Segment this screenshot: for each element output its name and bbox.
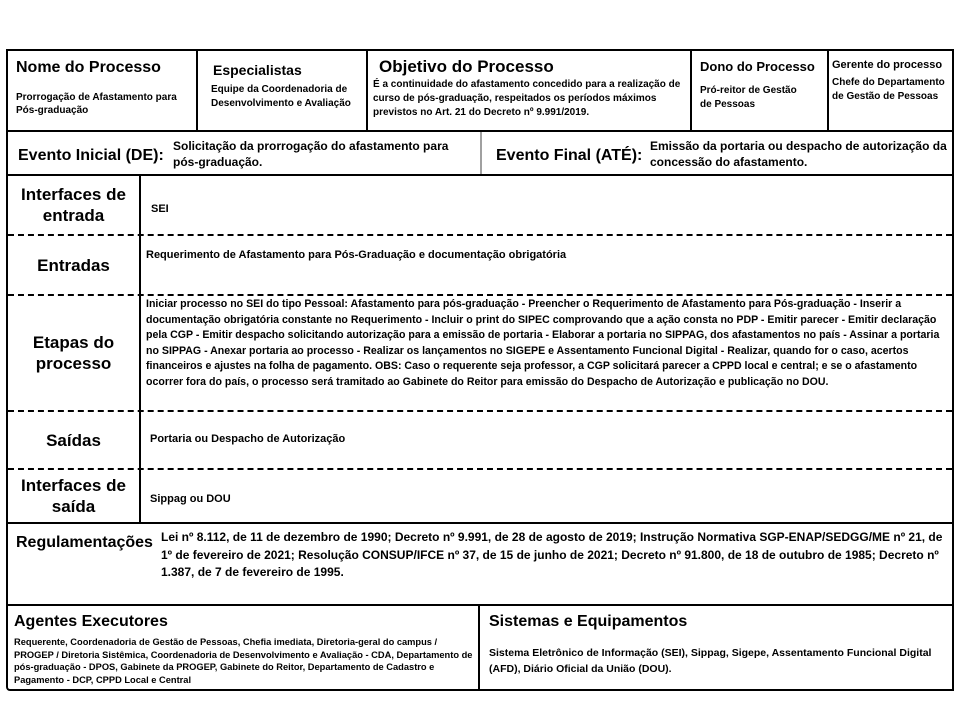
event-divider <box>480 132 482 174</box>
dono-do-processo-cell <box>690 49 829 132</box>
evento-final-label: Evento Final (ATÉ): <box>496 147 643 164</box>
row-label-etapas: Etapas do processo <box>32 333 115 373</box>
row-value-saidas: Portaria ou Despacho de Autorização <box>150 433 346 445</box>
dono-do-processo-value: Pró-reitor de Gestão de Pessoas <box>700 85 797 110</box>
especialistas-cell <box>196 49 368 132</box>
dono-do-processo-title: Dono do Processo <box>700 59 815 74</box>
regulamentacoes-value: Lei nº 8.112, de 11 de dezembro de 1990; Decreto nº 9.991, de 28 de agosto de 2019; Instrução Normativa SGP-ENAP/SEDGG/ME nº 21, de 1º de fevereiro de 2021; Resolução CONSUP/IFCE nº 37, de 15 de junho de 2021; Decreto nº 91.800, de 18 de outubro de 1985; Decreto nº 1.387, de 7 de fevereiro de 1995. <box>161 530 943 579</box>
agentes-executores-value: Requerente, Coordenadoria de Gestão de Pessoas, Chefia imediata, Diretoria-geral do campus / PROGEP / Diretoria Sistêmica, Coordenadoria de Desenvolvimento e Avaliação - CDA, Departamento de pós-graduação - DPOS, Gabinete da PROGEP, Gabinete do Reitor, Departamento de Cadastro e Pagamento - DCP, CPPD Local e Central <box>14 637 473 685</box>
sistemas-equipamentos-value: Sistema Eletrônico de Informação (SEI), Sippag, Sigepe, Assentamento Funcional Digital (AFD), Diário Oficial da União (DOU). <box>489 647 932 675</box>
main-rows-table <box>6 174 954 524</box>
gerente-do-processo-value: Chefe do Departamento de Gestão de Pessoas <box>832 77 945 102</box>
row-value-etapas: Iniciar processo no SEI do tipo Pessoal: Afastamento para pós-graduação - Preencher o Requerimento de Afastamento para Pós-graduação - Inserir a documentação obrigatória constante no Requerimento - Incluir o print do SIPEC comprovando que a ação consta no PDP - Emitir parecer - Emitir declaração pela CGP - Emitir despacho solicitando autorização para a emissão de portaria - Elaborar a portaria no SIPPAG, dos afastamentos no país - Assinar a portaria no SIPPAG - Anexar portaria ao processo - Realizar os lançamentos no SIGEPE e Assentamento Funcional Digital - Realizar, quando for o caso, acertos financeiros e ajustes na folha de pagamento. OBS: Caso o requerente seja professor, a CGP solicitará parecer a CPPD local e central; e se o afastamento ocorrer fora do país, o processo será tramitado ao Gabinete do Reitor para emissão do Despacho de Autorização e publicação no DOU. <box>146 298 940 388</box>
sistemas-equipamentos-cell <box>478 604 954 691</box>
row-separator <box>8 234 952 236</box>
regulamentacoes-cell <box>6 522 954 606</box>
evento-final-value: Emissão da portaria ou despacho de autorização da concessão do afastamento. <box>650 139 947 169</box>
sistemas-equipamentos-title: Sistemas e Equipamentos <box>489 613 688 630</box>
event-row <box>6 130 954 176</box>
agentes-executores-cell <box>6 604 480 691</box>
row-separator <box>8 294 952 296</box>
agentes-executores-title: Agentes Executores <box>14 613 168 630</box>
evento-inicial-label: Evento Inicial (DE): <box>18 147 164 164</box>
especialistas-title: Especialistas <box>213 62 302 78</box>
row-separator <box>8 410 952 412</box>
especialistas-value: Equipe da Coordenadoria de Desenvolvimento e Avaliação <box>211 84 351 109</box>
regulamentacoes-label: Regulamentações <box>16 534 153 551</box>
label-column-divider <box>139 176 141 522</box>
row-label-interfaces-entrada: Interfaces de entrada <box>21 185 126 225</box>
row-label-entradas: Entradas <box>37 255 110 275</box>
row-label-interfaces-saida: Interfaces de saída <box>21 476 126 516</box>
nome-do-processo-value: Prorrogação de Afastamento para Pós-graduação <box>16 92 177 116</box>
objetivo-do-processo-cell <box>366 49 692 132</box>
row-value-interfaces-entrada: SEI <box>151 203 169 215</box>
evento-inicial-value: Solicitação da prorrogação do afastamento para pós-graduação. <box>173 139 449 169</box>
objetivo-do-processo-title: Objetivo do Processo <box>379 57 554 76</box>
row-label-saidas: Saídas <box>46 430 101 450</box>
gerente-do-processo-cell <box>827 49 954 132</box>
gerente-do-processo-title: Gerente do processo <box>832 59 943 71</box>
nome-do-processo-cell <box>6 49 198 132</box>
nome-do-processo-title: Nome do Processo <box>16 59 161 76</box>
row-value-entradas: Requerimento de Afastamento para Pós-Graduação e documentação obrigatória <box>146 249 567 261</box>
row-separator <box>8 468 952 470</box>
objetivo-do-processo-value: É a continuidade do afastamento concedido para a realização de curso de pós-graduação, respeitados os períodos máximos previstos no Art. 21 do Decreto nº 9.991/2019. <box>373 79 681 118</box>
row-value-interfaces-saida: Sippag ou DOU <box>150 493 231 505</box>
